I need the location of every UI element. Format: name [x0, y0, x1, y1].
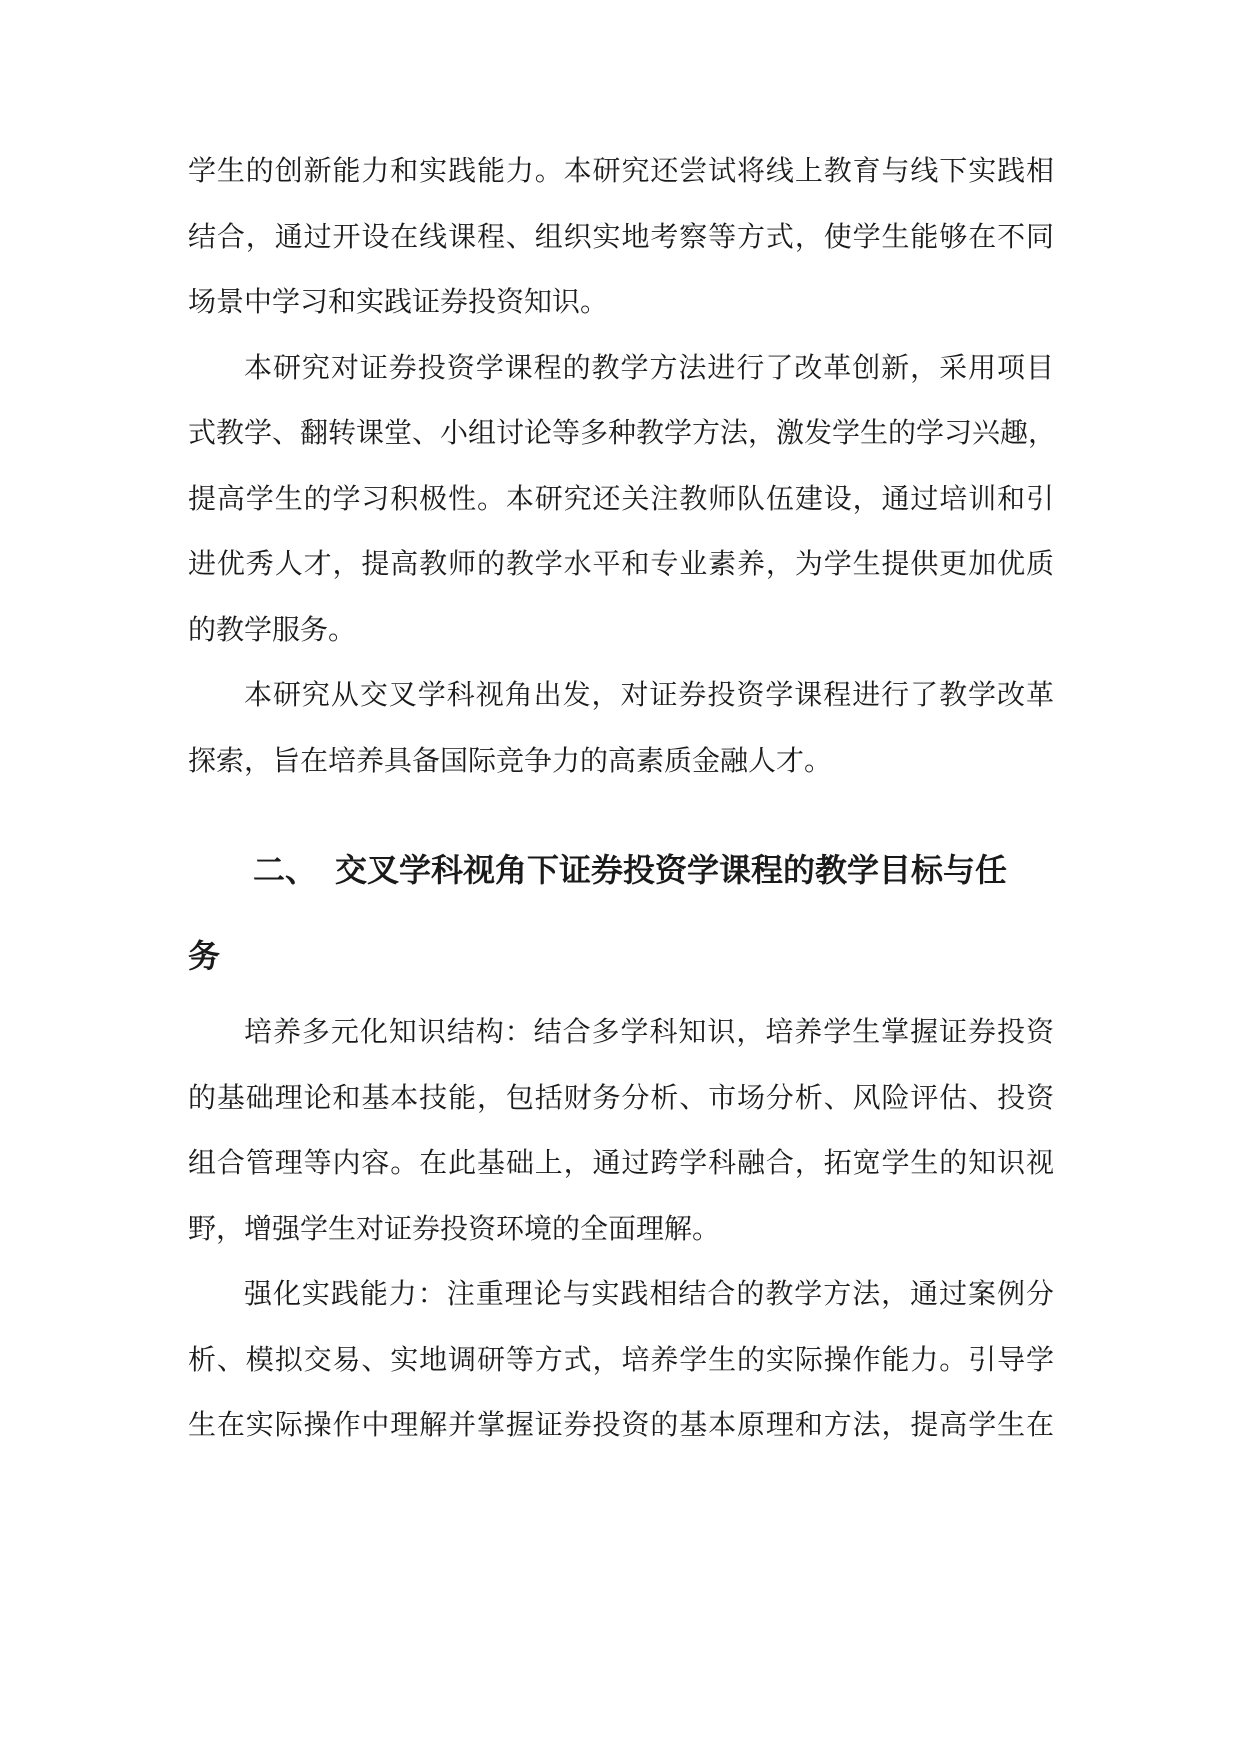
text-line: 强化实践能力：注重理论与实践相结合的教学方法，通过案例分 [244, 1277, 1054, 1310]
paragraph [188, 662, 1054, 793]
text-line: 式教学、翻转课堂、小组讨论等多种教学方法，激发学生的学习兴趣， [188, 416, 1057, 449]
text-line: 提高学生的学习积极性。本研究还关注教师队伍建设，通过培训和引 [188, 481, 1054, 515]
section-number: 二、 [253, 851, 318, 889]
text-line: 结合，通过开设在线课程、组织实地考察等方式，使学生能够在不同 [188, 219, 1054, 253]
text-line: 培养多元化知识结构：结合多学科知识，培养学生掌握证券投资 [244, 1015, 1054, 1048]
text-line: 析、模拟交易、实地调研等方式，培养学生的实际操作能力。引导学 [188, 1342, 1054, 1376]
document-body [188, 138, 1057, 1458]
text-line: 本研究从交叉学科视角出发，对证券投资学课程进行了教学改革 [244, 678, 1054, 711]
heading-line: 务 [188, 937, 221, 975]
text-line: 的基础理论和基本技能，包括财务分析、市场分析、风险评估、投资 [188, 1080, 1054, 1114]
text-line: 探索，旨在培养具备国际竞争力的高素质金融人才。 [188, 743, 833, 777]
text-line: 学生的创新能力和实践能力。本研究还尝试将线上教育与线下实践相 [188, 154, 1054, 187]
text-line: 场景中学习和实践证券投资知识。 [188, 285, 609, 318]
text-line: 进优秀人才，提高教师的教学水平和专业素养，为学生提供更加优质 [188, 547, 1054, 580]
text-line: 组合管理等内容。在此基础上，通过跨学科融合，拓宽学生的知识视 [188, 1146, 1054, 1179]
paragraph [188, 138, 1054, 335]
paragraph [188, 335, 1057, 663]
text-line: 野，增强学生对证券投资环境的全面理解。 [188, 1211, 721, 1245]
text-line: 本研究对证券投资学课程的教学方法进行了改革创新，采用项目 [244, 350, 1054, 384]
spacer [188, 793, 1054, 827]
section-heading [188, 827, 1054, 999]
heading-line [188, 827, 1054, 913]
text-line: 的教学服务。 [188, 612, 357, 646]
paragraph [188, 1261, 1054, 1458]
text-line: 生在实际操作中理解并掌握证券投资的基本原理和方法，提高学生在 [188, 1408, 1054, 1441]
paragraph [188, 999, 1054, 1261]
heading-text: 交叉学科视角下证券投资学课程的教学目标与任 [335, 851, 1008, 889]
